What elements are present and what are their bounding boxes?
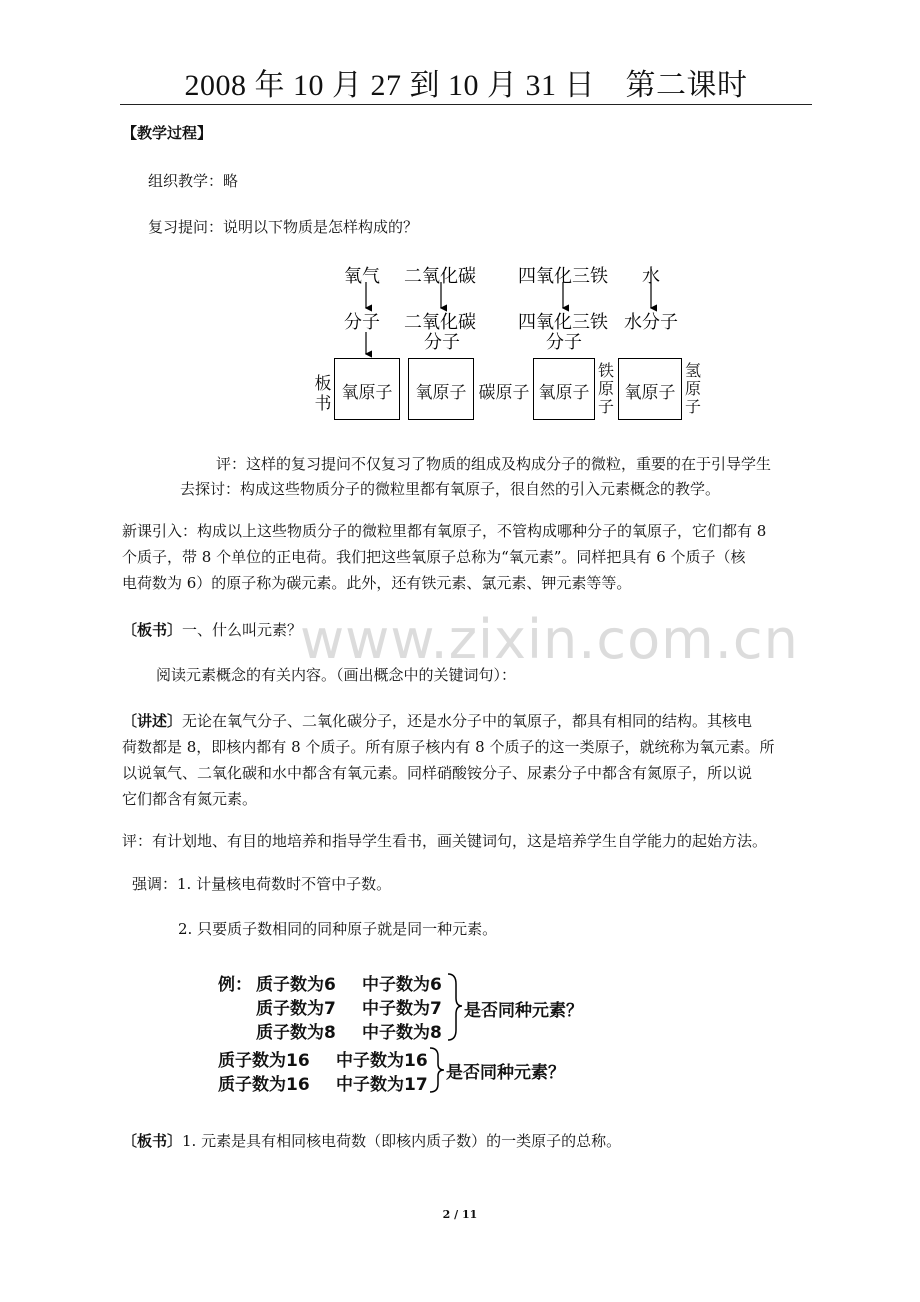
emphasis-item: 2. 只要质子数相同的同种原子就是同一种元素。 [178, 920, 498, 938]
board-note [122, 1128, 621, 1154]
iron-atom-char: 铁 [597, 361, 614, 380]
board-label-char: 板 [314, 374, 332, 394]
carbon-atom-label: 碳原子 [478, 383, 530, 403]
review-question: 复习提问：说明以下物质是怎样构成的？ [148, 218, 419, 236]
atom-label: 氧原子 [415, 383, 467, 403]
molecule-water: 水分子 [624, 312, 678, 333]
atom-label: 氧原子 [341, 383, 393, 403]
iron-atom-char: 原 [597, 379, 614, 398]
iron-atom-label [597, 362, 615, 416]
atom-label: 氧原子 [624, 383, 676, 403]
board-label [314, 374, 332, 414]
new-lesson-paragraph: 新课引入：构成以上这些物质分子的微粒里都有氧原子，不管构成哪种分子的氧原子，它们都有 8 [122, 522, 767, 540]
section-heading: 【教学过程】 [122, 124, 213, 142]
substance-fe3o4: 四氧化三铁 [518, 266, 608, 287]
page-number: 2 / 11 [442, 1208, 478, 1221]
molecule-co2-name: 二氧化碳 [404, 312, 476, 333]
lecture-text: 无论在氧气分子、二氧化碳分子，还是水分子中的氧原子，都具有相同的结构。其核电 [182, 712, 753, 730]
example-prefix: 例： [218, 975, 252, 995]
substance-water: 水 [642, 266, 660, 287]
proton-count: 质子数为7 [256, 999, 336, 1019]
molecule-co2-suffix: 分子 [424, 332, 460, 353]
board-text: 1. 元素是具有相同核电荷数（即核内质子数）的一类原子的总称。 [182, 1132, 622, 1150]
molecule-fe3o4-name: 四氧化三铁 [518, 312, 608, 333]
lecture-paragraph: 它们都含有氮元素。 [122, 790, 258, 808]
lecture-paragraph: 以说氧气、二氧化碳和水中都含有氧元素。同样硝酸铵分子、尿素分子中都含有氮原子，所以说 [122, 764, 753, 782]
lecture-paragraph [122, 708, 812, 734]
molecule-fe3o4-suffix: 分子 [546, 332, 582, 353]
molecule-diagram [300, 258, 720, 428]
neutron-count: 中子数为7 [362, 999, 442, 1019]
neutron-count: 中子数为6 [362, 975, 442, 995]
emphasis-item: 强调：1. 计量核电荷数时不管中子数。 [132, 875, 392, 893]
hydrogen-atom-label [684, 362, 702, 416]
hydrogen-atom-char: 子 [684, 397, 701, 416]
proton-count: 质子数为16 [218, 1051, 310, 1071]
board-label-char: 书 [314, 394, 332, 414]
neutron-count: 中子数为8 [362, 1023, 442, 1043]
atom-label: 氧原子 [538, 383, 590, 403]
substance-co2: 二氧化碳 [404, 266, 476, 287]
neutron-count: 中子数为16 [336, 1051, 428, 1071]
molecule-oxygen: 分子 [344, 312, 380, 333]
board-tag: 〔板书〕 [122, 621, 183, 639]
comment-paragraph: 评：这样的复习提问不仅复习了物质的组成及构成分子的微粒，重要的在于引导学生 [216, 455, 772, 473]
hydrogen-atom-char: 原 [684, 379, 701, 398]
iron-atom-char: 子 [597, 397, 614, 416]
comment-paragraph: 去探讨：构成这些物质分子的微粒里都有氧原子，很自然的引入元素概念的教学。 [180, 480, 721, 498]
board-tag: 〔板书〕 [122, 1132, 183, 1150]
proton-count: 质子数为6 [256, 975, 336, 995]
question-same-element: 是否同种元素？ [464, 1001, 583, 1021]
board-note [122, 617, 302, 643]
comment-paragraph: 评：有计划地、有目的地培养和指导学生看书，画关键词句，这是培养学生自学能力的起始方法。 [122, 832, 768, 850]
neutron-count: 中子数为17 [336, 1075, 428, 1095]
header-rule [120, 104, 812, 105]
proton-count: 质子数为8 [256, 1023, 336, 1043]
board-text: 一、什么叫元素？ [182, 621, 303, 639]
lecture-paragraph: 荷数都是 8，即核内都有 8 个质子。所有原子核内有 8 个质子的这一类原子，就统称为氧元素。所 [122, 738, 775, 756]
watermark: www.zixin.com.cn [300, 608, 799, 671]
question-same-element: 是否同种元素？ [446, 1063, 565, 1083]
substance-oxygen: 氧气 [344, 266, 380, 287]
example-figure [212, 962, 612, 1094]
hydrogen-atom-char: 氢 [684, 361, 701, 380]
organize-paragraph: 组织教学：略 [148, 172, 239, 190]
new-lesson-paragraph: 电荷数为 6）的原子称为碳元素。此外，还有铁元素、氯元素、钾元素等等。 [122, 574, 632, 592]
proton-count: 质子数为16 [218, 1075, 310, 1095]
new-lesson-paragraph: 个质子，带 8 个单位的正电荷。我们把这些氧原子总称为“氧元素”。同样把具有 6 个质子（核 [122, 548, 746, 566]
reading-instruction: 阅读元素概念的有关内容。（画出概念中的关键词句）： [156, 666, 517, 684]
lecture-tag: 〔讲述〕 [122, 712, 183, 730]
page-title: 2008 年 10 月 27 到 10 月 31 日 第二课时 [184, 69, 748, 102]
